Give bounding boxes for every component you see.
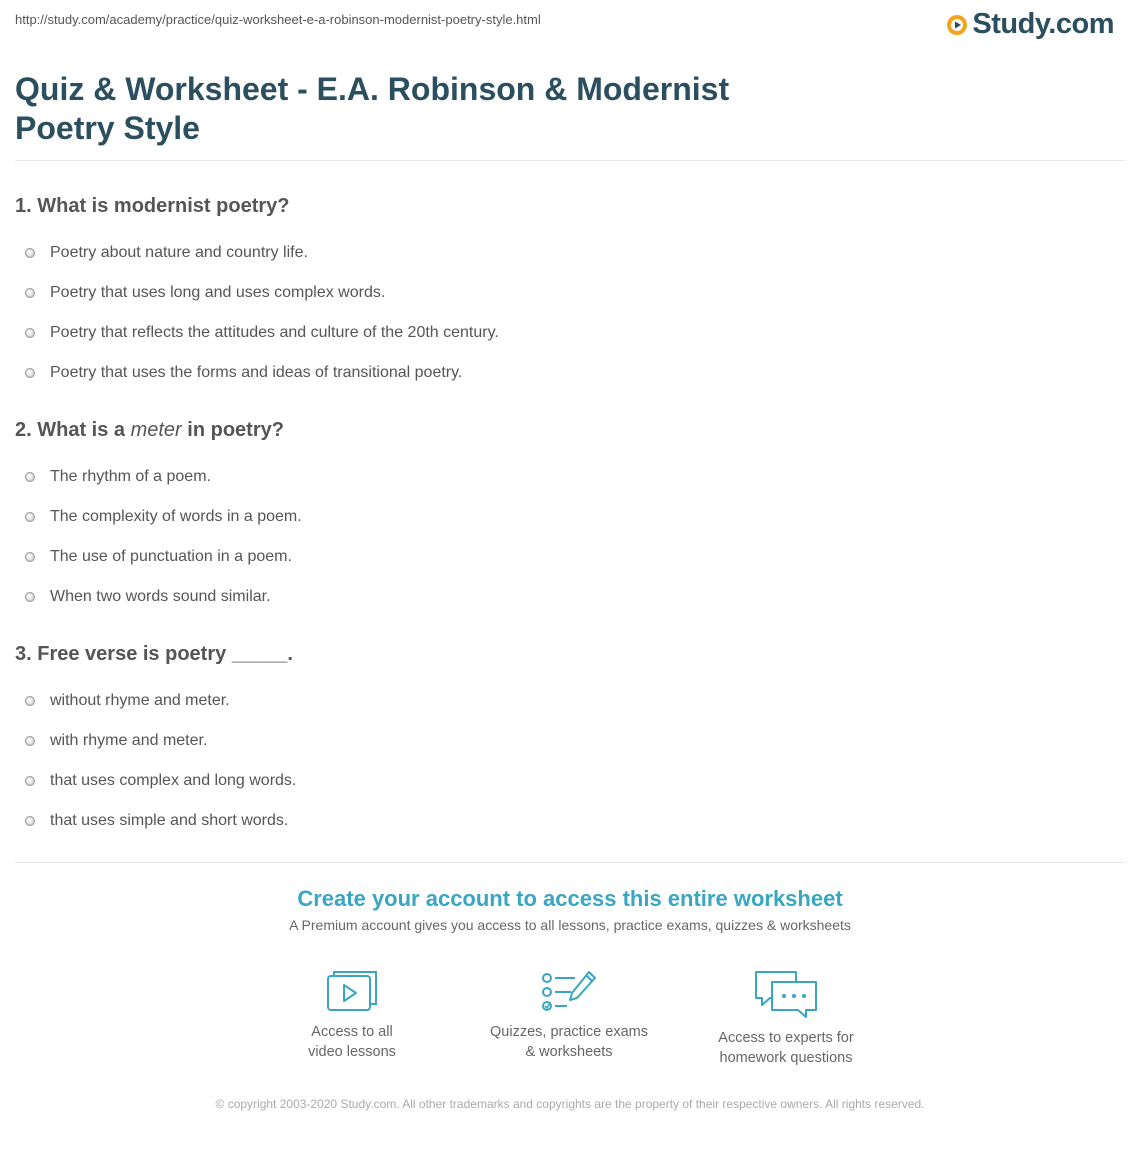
answer-choice[interactable]: that uses complex and long words.: [15, 761, 1115, 801]
feature-video-lessons: Access to all video lessons: [252, 970, 452, 1062]
radio-button-icon[interactable]: [25, 552, 35, 562]
radio-button-icon[interactable]: [25, 512, 35, 522]
answer-choice[interactable]: The rhythm of a poem.: [15, 457, 1115, 497]
radio-button-icon[interactable]: [25, 592, 35, 602]
answer-choice[interactable]: The use of punctuation in a poem.: [15, 537, 1115, 577]
copyright-footer: © copyright 2003-2020 Study.com. All other trademarks and copyrights are the property of their respective owners. All rights reserved.: [215, 1097, 925, 1111]
answer-choice[interactable]: without rhyme and meter.: [15, 681, 1115, 721]
radio-button-icon[interactable]: [25, 248, 35, 258]
answer-choices: [15, 233, 1115, 393]
question-text: 1. What is modernist poetry?: [15, 195, 290, 217]
cta-title-link[interactable]: Create your account to access this entire worksheet: [297, 886, 843, 911]
divider-top: [15, 160, 1125, 161]
logo-text: Study.com: [972, 8, 1114, 40]
video-lesson-icon: [326, 970, 378, 1014]
radio-button-icon[interactable]: [25, 368, 35, 378]
feature-quizzes: Quizzes, practice exams & worksheets: [469, 970, 669, 1062]
answer-choice[interactable]: Poetry that uses long and uses complex words.: [15, 273, 1115, 313]
answer-choice[interactable]: Poetry that uses the forms and ideas of transitional poetry.: [15, 353, 1115, 393]
radio-button-icon[interactable]: [25, 288, 35, 298]
radio-button-icon[interactable]: [25, 696, 35, 706]
signup-cta: [0, 885, 1140, 933]
answer-choice[interactable]: Poetry about nature and country life.: [15, 233, 1115, 273]
question-3: [15, 641, 1115, 841]
question-2: [15, 417, 1115, 617]
radio-button-icon[interactable]: [25, 816, 35, 826]
question-1: [15, 193, 1115, 393]
feature-experts: Access to experts for homework questions: [686, 970, 886, 1068]
answer-choice[interactable]: The complexity of words in a poem.: [15, 497, 1115, 537]
radio-button-icon[interactable]: [25, 736, 35, 746]
chat-bubbles-icon: [754, 970, 818, 1020]
answer-choice[interactable]: When two words sound similar.: [15, 577, 1115, 617]
answer-choices: [15, 681, 1115, 841]
question-text: 3. Free verse is poetry _____.: [15, 643, 293, 665]
quiz-checklist-icon: [541, 970, 597, 1014]
radio-button-icon[interactable]: [25, 472, 35, 482]
page-title: Quiz & Worksheet - E.A. Robinson & Modernist Poetry Style: [15, 71, 730, 146]
answer-choice[interactable]: Poetry that reflects the attitudes and culture of the 20th century.: [15, 313, 1115, 353]
page-url: http://study.com/academy/practice/quiz-worksheet-e-a-robinson-modernist-poetry-style.html: [15, 12, 541, 27]
cta-subtitle: A Premium account gives you access to all lessons, practice exams, quizzes & worksheets: [289, 917, 851, 933]
logo-play-icon: [946, 14, 968, 36]
answer-choices: [15, 457, 1115, 617]
divider-bottom: [15, 862, 1125, 863]
study-logo[interactable]: [946, 8, 1114, 41]
answer-choice[interactable]: that uses simple and short words.: [15, 801, 1115, 841]
radio-button-icon[interactable]: [25, 776, 35, 786]
radio-button-icon[interactable]: [25, 328, 35, 338]
question-text: 2. What is a meter in poetry?: [15, 419, 284, 441]
answer-choice[interactable]: with rhyme and meter.: [15, 721, 1115, 761]
